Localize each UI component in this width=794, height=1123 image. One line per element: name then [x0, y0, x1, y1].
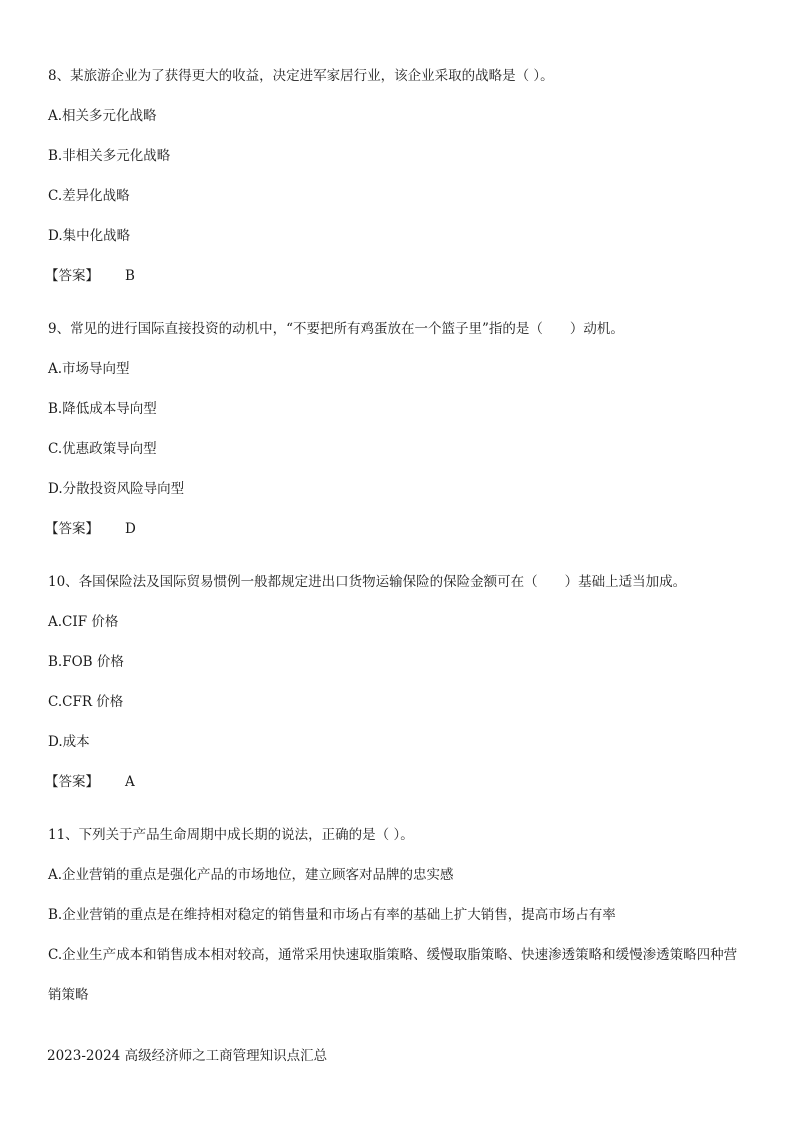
answer-label: 【答案】: [45, 521, 99, 537]
question-11-option-c: C.企业生产成本和销售成本相对较高，通常采用快速取脂策略、缓慢取脂策略、快速渗透策略和缓慢渗透策略四种营销策略: [48, 947, 738, 1003]
question-9-option-c: C.优惠政策导向型: [48, 441, 157, 457]
question-11-stem: 11、下列关于产品生命周期中成长期的说法，正确的是（ ）。: [48, 827, 414, 843]
question-8-option-d: D.集中化战略: [48, 228, 131, 244]
question-11-option-a: A.企业营销的重点是强化产品的市场地位，建立顾客对品牌的忠实感: [48, 867, 454, 883]
question-8-answer-row: [45, 267, 135, 285]
question-8-stem: 8、某旅游企业为了获得更大的收益，决定进军家居行业，该企业采取的战略是（ ）。: [48, 68, 554, 84]
answer-value: D: [125, 521, 136, 537]
question-9-option-b: B.降低成本导向型: [48, 401, 157, 417]
question-11-option-b: B.企业营销的重点是在维持相对稳定的销售量和市场占有率的基础上扩大销售，提高市场占有率: [48, 907, 616, 923]
question-10-option-c: C.CFR 价格: [48, 694, 124, 710]
question-8-option-a: A.相关多元化战略: [48, 108, 157, 124]
page-footer: 2023-2024 高级经济师之工商管理知识点汇总: [47, 1048, 328, 1064]
answer-value: B: [125, 268, 135, 284]
question-10-answer-row: [45, 773, 135, 791]
question-8-option-b: B.非相关多元化战略: [48, 148, 171, 164]
question-9-answer-row: [45, 520, 136, 538]
question-9-stem: 9、常见的进行国际直接投资的动机中，“不要把所有鸡蛋放在一个篮子里”指的是（ ）动机。: [48, 321, 624, 337]
question-10-option-b: B.FOB 价格: [48, 654, 124, 670]
answer-label: 【答案】: [45, 268, 99, 284]
question-9-option-a: A.市场导向型: [48, 361, 130, 377]
question-8-option-c: C.差异化战略: [48, 188, 130, 204]
question-10-stem: 10、各国保险法及国际贸易惯例一般都规定进出口货物运输保险的保险金额可在（ ）基础上适当加成。: [48, 574, 687, 590]
answer-value: A: [125, 774, 135, 790]
answer-label: 【答案】: [45, 774, 99, 790]
question-10-option-a: A.CIF 价格: [48, 614, 119, 630]
question-10-option-d: D.成本: [48, 734, 90, 750]
question-9-option-d: D.分散投资风险导向型: [48, 481, 185, 497]
